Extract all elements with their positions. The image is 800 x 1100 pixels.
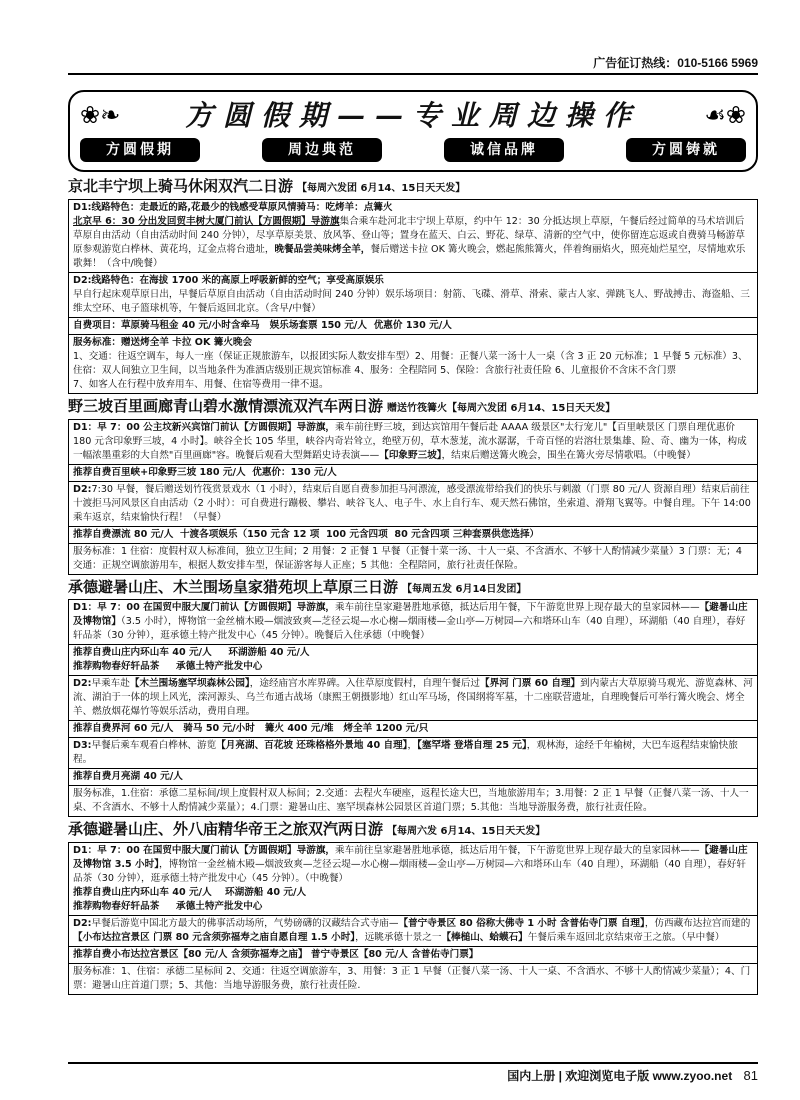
- detail-text: 【界河 门票 60 自理】: [480, 678, 581, 690]
- detail-text: 午餐后乘车返回北京结束帝王之旅。（早中餐）: [527, 932, 725, 943]
- detail-text: 乘车前往皇家避暑胜地承德，抵达后用午餐，下午游览世界上现存最大的皇家园林——: [335, 845, 700, 856]
- detail-text: 推荐自费山庄内环山车 40 元/人 环湖游船 40 元/人 推荐购物春好轩品茶 承德土特产批发中心: [73, 887, 307, 912]
- swirl-ornament-icon: ☙❀: [704, 101, 746, 129]
- route-detail-row: [69, 645, 757, 676]
- top-divider: [68, 73, 758, 75]
- detail-text: 【避暑山庄及博物馆 3.5 小时】: [73, 845, 748, 870]
- detail-text: 推荐自费月亮湖 40 元/人: [73, 771, 183, 783]
- detail-text: （3.5 小时），博物馆一金丝楠木殿—烟波致爽—芝径云堤—水心榭—烟雨楼—金山亭—万树园—六和塔环山车（40 自理），环湖船（40 自理），春好轩品茶（30 分钟），逛承德土特产批发中心（45 分钟）。晚餐后入住承德（中晚餐）: [73, 616, 746, 642]
- footer-text: 国内上册 | 欢迎浏览电子版 www.zyoo.net: [507, 1069, 733, 1083]
- route-list: [68, 174, 758, 995]
- route-details: [68, 599, 758, 817]
- route-detail-row: [69, 843, 757, 916]
- route-detail-row: [69, 465, 757, 482]
- detail-text: 推荐自费小布达拉宫景区【80 元/人 含须弥福寿之庙】 普宁寺景区【80 元/人 含普佑寺门票】: [73, 949, 479, 960]
- detail-text: D2:: [73, 918, 92, 929]
- detail-text: 推荐自费漂流 80 元/人 十渡各项娱乐（150 元含 12 项 100 元含四项 80 元含四项 三种套票供您选择）: [73, 528, 540, 540]
- detail-text: 早餐后乘车观看白桦林、游览: [91, 740, 217, 752]
- detail-text: 服务标准，1.住宿：承德二星标间/坝上度假村双人标间；2.交通：去程火车硬座，返程长途大巴，当地旅游用车；3.用餐：2 正 1 早餐（正餐八菜一汤、十人一桌、不含酒水、不够十人酌情减少菜量）；4.门票：避暑山庄、塞罕坝森林公园景区首道门票；5.其他：当地导游服务费，旅行社责任险。: [73, 788, 749, 814]
- detail-text: 晚餐品尝美味烤全羊，: [274, 243, 371, 255]
- route-detail-row: [69, 786, 757, 816]
- route-detail-row: [69, 527, 757, 544]
- banner-tag: 诚信品牌: [444, 138, 564, 162]
- detail-text: 服务标准：赠送烤全羊 卡拉 OK 篝火晚会: [73, 336, 253, 348]
- page-number: 81: [743, 1068, 758, 1083]
- route-schedule: 【每周六发团 6月14、15日天天发】: [297, 183, 466, 194]
- route-title: [68, 817, 758, 842]
- route-detail-row: [69, 482, 757, 527]
- detail-text: 集合乘车赴河北丰宁坝上草原，约中午 12：30 分抵达坝上草原，午餐后经过简单的马术培训后草原自由活动（自由活动时间 240 分钟），尽享草原美景、放风筝、登山等；置身在蓝天、白云、野花、绿草、清新的空气中，使你留连忘返或自费骑马畅游草原参观游览白桦林、黄花坞，辽金点将台遗址，: [73, 215, 745, 255]
- route-detail-row: [69, 318, 757, 335]
- banner-title: 方圆假期——专业周边操作: [184, 99, 641, 132]
- route-detail-row: [69, 200, 757, 273]
- banner-tags: [80, 138, 746, 162]
- detail-text: 自费项目：草原骑马租金 40 元/小时含牵马 娱乐场套票 150 元/人 优惠价 130 元/人: [73, 319, 452, 331]
- detail-text: 北京早 6：30 分出发回贸丰树大厦门前认【方圆假期】导游旗: [73, 215, 340, 227]
- detail-text: 乘车前往野三坡，到达宾馆用午餐后赴 AAAA 级景区"太行宠儿"【百里峡景区 门票自理优惠价 180 元含印象野三坡，4 小时】。峡谷全长 105 华里，峡谷内奇岩耸立，绝壁万仞，草木葱茏，流水潺潺，千奇百怪的岩溶壮景集雄、险、奇、幽为一体，构成一幅浓墨重彩的大自然"百里画廊"容。晚餐后观看大型舞蹈史诗表演——: [73, 421, 747, 461]
- detail-text: 早餐后游览中国北方最大的佛事活动场所，气势磅礴的汉藏结合式寺庙—: [91, 918, 399, 929]
- swirl-ornament-icon: ❀❧: [80, 101, 121, 129]
- detail-text: ，: [407, 740, 418, 752]
- route-schedule: 赠送竹筏篝火【每周六发团 6月14、15日天天发】: [387, 402, 616, 414]
- detail-text: 餐后赠送卡拉 OK 篝火晚会，燃起熊熊篝火，伴着绚丽焰火，照亮灿烂星空，尽情地欢乐歌舞！（含中/晚餐）: [73, 243, 746, 269]
- detail-text: ，途经庙宫水库界碑。入住草原度假村，自理午餐后过: [249, 678, 481, 690]
- detail-text: 【木兰围场塞罕坝森林公园】: [129, 678, 250, 690]
- detail-text: 早乘车赴: [91, 678, 130, 690]
- route-detail-row: [69, 721, 757, 738]
- banner-tag: 方圆假期: [80, 138, 200, 162]
- route-details: [68, 419, 758, 575]
- detail-text: 【小布达拉宫景区 门票 80 元含须弥福寿之庙自愿自理 1.5 小时】: [73, 932, 356, 943]
- route-detail-row: [69, 544, 757, 574]
- route-detail-row: [69, 676, 757, 721]
- detail-text: D2:: [73, 678, 92, 690]
- route-detail-row: [69, 600, 757, 645]
- route-title: [68, 575, 758, 600]
- detail-text: 【塞罕塔 登塔自理 25 元】: [417, 740, 527, 752]
- detail-text: ，博物馆一金丝楠木殿—烟波致爽—芝径云堤—水心榭—烟雨楼—金山亭—万树园—六和塔环山车（40 自理），环湖船（40 自理），春好轩品茶（30 分钟），逛承德土特产批发中心（45 分钟）。（中晚餐）: [73, 859, 746, 884]
- detail-text: 到内蒙古大草原骑马观光、游览森林、河流、湖泊于一体的坝上风光，滦河源头、乌兰布通古战场（康熙王朝摄影地）红山军马场，佟国纲将军墓，十二座联营遗址，自理晚餐后可举行篝火晚会、烤全羊、燃放烟花爆竹等娱乐活动，费用自理。: [73, 678, 753, 718]
- route-detail-row: [69, 964, 757, 994]
- detail-text: 推荐自费山庄内环山车 40 元/人 环湖游船 40 元/人: [73, 647, 310, 659]
- detail-text: D1：早 7：00 公主坟新兴宾馆门前认【方圆假期】导游旗，: [73, 421, 336, 433]
- route-detail-row: [69, 335, 757, 393]
- detail-text: 服务标准：1 住宿：度假村双人标准间，独立卫生间；2 用餐：2 正餐 1 早餐（正餐十菜一汤、十人一桌、不含酒水、不够十人酌情减少菜量）3 门票：无；4 交通：正规空调旅游用车，根据人数安排车型，保证游客每人正座；5 其他：全程陪同，旅行社责任保险。: [73, 545, 745, 571]
- detail-text: 推荐购物春好轩品茶 承德土特产批发中心: [73, 661, 263, 673]
- route-title: [68, 174, 758, 199]
- detail-text: ，观林海，途经千年榆树，大巴车返程结束愉快旅程。: [73, 740, 738, 766]
- detail-text: 乘车前往皇家避暑胜地承德，抵达后用午餐，下午游览世界上现存最大的皇家园林——: [335, 602, 700, 614]
- route-details: [68, 199, 758, 394]
- detail-text: 【普宁寺景区 80 俗称大佛寺 1 小时 含普佑寺门票 自理】: [398, 918, 645, 929]
- route-details: [68, 842, 758, 995]
- detail-text: ，结束后赠送篝火晚会，围坐在篝火旁尽情歌唱。（中晚餐）: [441, 449, 696, 461]
- detail-text: 早自行起床观草原日出，早餐后草原自由活动（自由活动时间 240 分钟）娱乐场项目：射箭、飞碟、滑草、滑索、蒙古人家、弹跳飞人、野战搏击、海盗船、三维太空环、电子篮球机等，午餐后返回北京。（含早/中餐）: [73, 288, 750, 314]
- detail-text: 推荐自费界河 60 元/人 骑马 50 元/小时 篝火 400 元/堆 烤全羊 1200 元/只: [73, 723, 429, 735]
- route-title-text: 承德避暑山庄、木兰围场皇家猎苑坝上草原三日游: [68, 577, 399, 596]
- route-detail-row: [69, 947, 757, 964]
- detail-text: D3:: [73, 740, 92, 752]
- ad-hotline: 广告征订热线：010-5166 5969: [593, 56, 758, 70]
- detail-text: D2:: [73, 483, 92, 495]
- route-detail-row: [69, 916, 757, 947]
- detail-text: 【印象野三坡】: [379, 449, 442, 461]
- route-detail-row: [69, 273, 757, 318]
- detail-text: D1：早 7：00 在国贸中服大厦门前认【方圆假期】导游旗，: [73, 602, 336, 614]
- page-footer: [68, 1062, 758, 1086]
- detail-text: 【棒槌山、蛤蟆石】: [441, 932, 528, 943]
- detail-text: 7:30 早餐，餐后赠送划竹筏赏景戏水（1 小时），结束后自愿自费参加拒马河漂流，感受漂流带给我们的快乐与刺激（门票 80 元/人 资源自理）结束后前往十渡拒马河风景区自由活动（2 小时）：可自费进行蹦极、攀岩、峡谷飞人、电子牛、水上自行车、观天然石佛馆，坐索道、滑翔飞翼等。中餐自理。下午 14:00 乘车返京，结束愉快行程！（早餐）: [73, 483, 754, 523]
- detail-text: ，远眺承德十景之一: [355, 932, 442, 943]
- banner-tag: 周边典范: [262, 138, 382, 162]
- route-title-text: 野三坡百里画廊青山碧水激情漂流双汽车两日游: [68, 396, 384, 415]
- route-detail-row: [69, 769, 757, 786]
- route-schedule: 【每周六发 6月14、15日天天发】: [387, 826, 546, 838]
- route-title-text: 京北丰宁坝上骑马休闲双汽二日游: [68, 177, 294, 195]
- detail-text: 【月亮湖、百花坡 还珠格格外景地 40 自理】: [216, 740, 408, 752]
- route-title: [68, 394, 758, 419]
- detail-text: D1：早 7：00 在国贸中服大厦门前认【方圆假期】导游旗，: [73, 845, 336, 856]
- banner-tag: 方圆铸就: [626, 138, 746, 162]
- detail-text: 1、交通：往返空调车，每人一座（保证正规旅游车，以报团实际人数安排车型）2、用餐：正餐八菜一汤十人一桌（含 3 正 20 元标准；1 早餐 5 元标准）3、住宿：双人间独立卫生间，以当地条件为准酒店级别正规宾馆标准 4、服务：全程陪同 5、保险：含旅行社责任险 6、儿童报价不含床不含门票 7、如客人在行程中放弃用车、用餐、住宿等费用一律不退。: [73, 350, 748, 390]
- route-schedule: 【每周五发 6月14日发团】: [402, 583, 527, 595]
- detail-text: D1:线路特色：走最近的路,花最少的钱感受草原风情骑马：吃烤羊：点篝火: [73, 201, 393, 213]
- detail-text: 推荐自费百里峡+印象野三坡 180 元/人 优惠价：130 元/人: [73, 466, 337, 478]
- detail-text: 服务标准：1、住宿：承德二星标间 2、交通：往返空调旅游车，3、用餐：3 正 1 早餐（正餐八菜一汤、十人一桌、不含酒水、不够十人酌情减少菜量）；4、门票：避暑山庄首道门票；5、其他：当地导游服务费，旅行社责任险.: [73, 966, 751, 991]
- banner: [68, 90, 758, 172]
- detail-text: D2:线路特色：在海拔 1700 米的高原上呼吸新鲜的空气；享受高原娱乐: [73, 274, 384, 286]
- detail-text: ，仿西藏布达拉宫而建的: [644, 918, 751, 929]
- route-title-text: 承德避暑山庄、外八庙精华帝王之旅双汽两日游: [68, 820, 384, 839]
- detail-text: 【避暑山庄及博物馆】: [73, 602, 748, 628]
- route-detail-row: [69, 420, 757, 465]
- route-detail-row: [69, 738, 757, 769]
